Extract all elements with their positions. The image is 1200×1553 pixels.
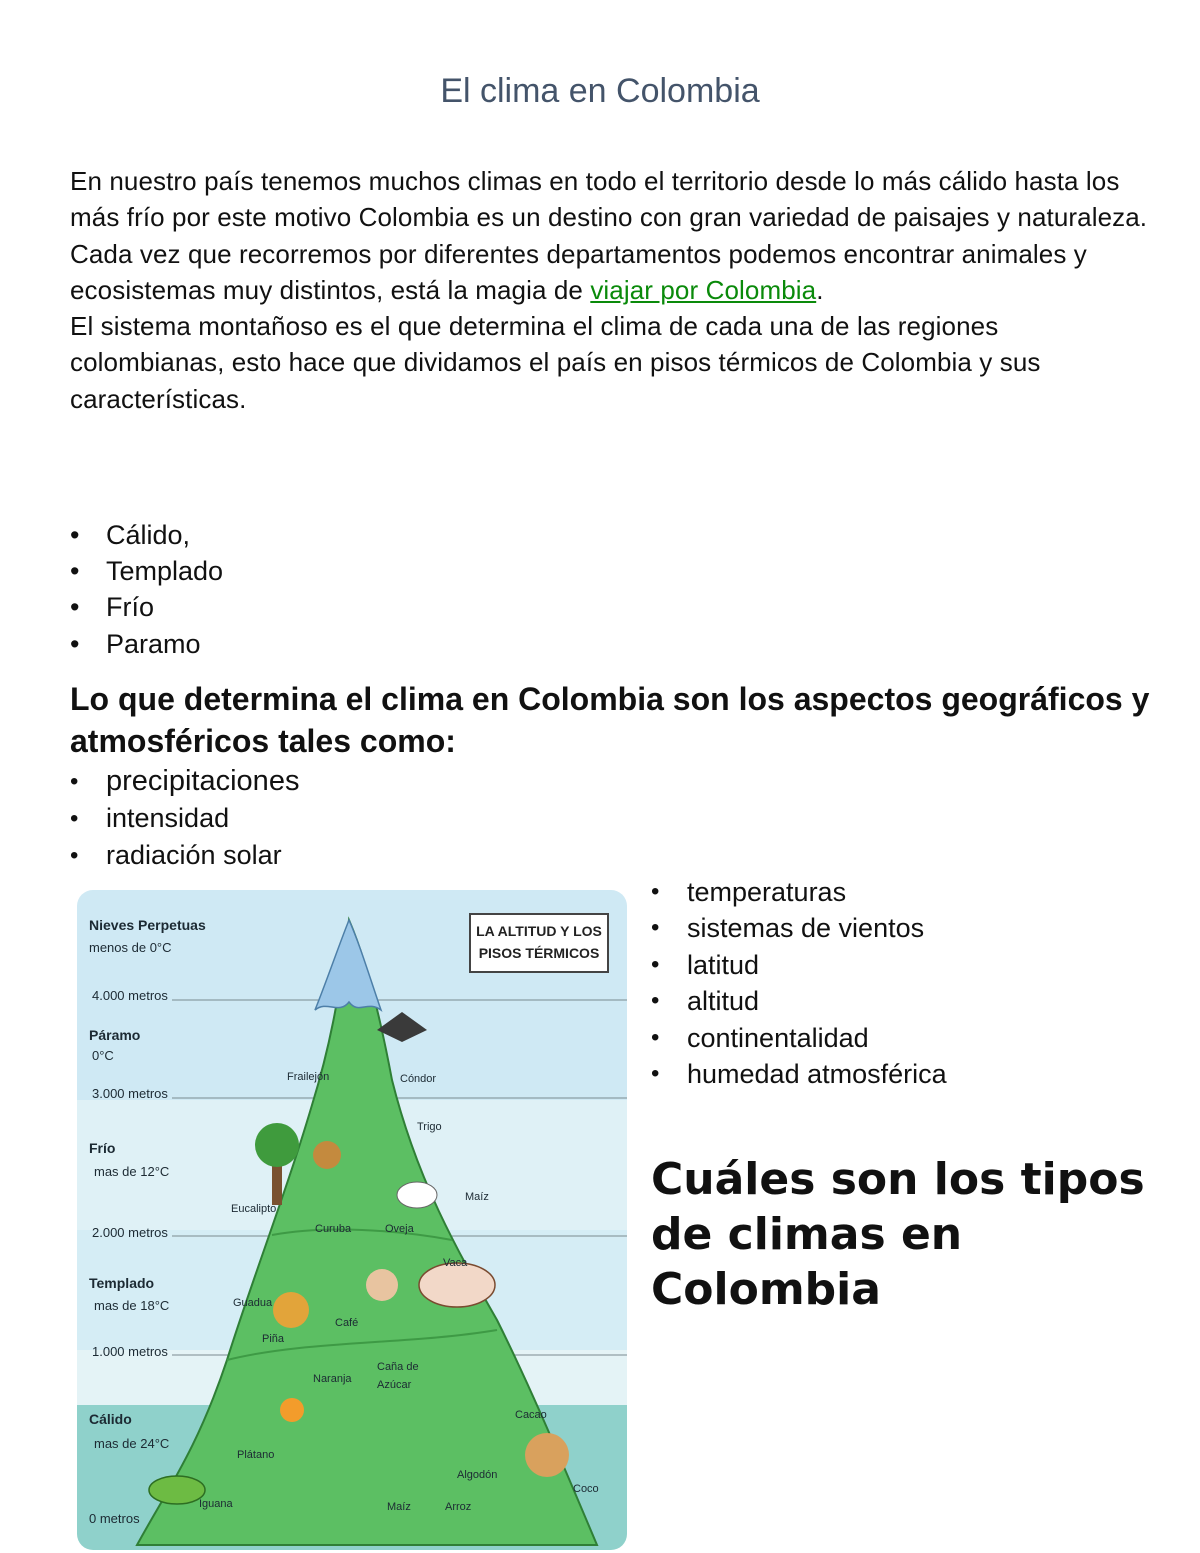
- species-label: Caña de: [377, 1361, 419, 1373]
- list-item: • latitud: [651, 947, 947, 983]
- zone-temp-paramo: 0°C: [92, 1048, 114, 1063]
- species-label: Guadua: [233, 1297, 273, 1309]
- species-label: Maíz: [465, 1191, 489, 1203]
- zone-name-nieves: Nieves Perpetuas: [89, 917, 206, 933]
- zone-temp-templado: mas de 18°C: [94, 1298, 170, 1313]
- list-item: • Templado: [70, 553, 223, 589]
- species-label: Frailejón: [287, 1071, 330, 1083]
- zone-temp-calido: mas de 24°C: [94, 1436, 170, 1451]
- zone-name-paramo: Páramo: [89, 1027, 141, 1043]
- altitude-label-1000: 1.000 metros: [92, 1344, 168, 1359]
- species-label: Cacao: [515, 1409, 547, 1421]
- list-item: • temperaturas: [651, 874, 947, 910]
- species-label: Plátano: [237, 1449, 275, 1461]
- viajar-por-colombia-link[interactable]: viajar por Colombia: [590, 274, 817, 305]
- list-item: • humedad atmosférica: [651, 1056, 947, 1092]
- species-label: Coco: [573, 1483, 599, 1495]
- altitude-label-0: 0 metros: [89, 1511, 140, 1526]
- pineapple-icon: [273, 1292, 309, 1328]
- farmer-icon: [366, 1269, 398, 1301]
- species-label: Oveja: [385, 1223, 414, 1235]
- cow-icon: [419, 1263, 495, 1307]
- factors-list-right: [651, 874, 947, 1092]
- list-item: • precipitaciones: [70, 763, 299, 800]
- mountain-illustration: [77, 890, 627, 1550]
- factors-list-left: [70, 763, 299, 874]
- species-label: Maíz: [387, 1501, 411, 1513]
- species-label: Algodón: [457, 1469, 498, 1481]
- species-label: Azúcar: [377, 1379, 412, 1391]
- intro-text: [70, 163, 1150, 417]
- altitude-label-2000: 2.000 metros: [92, 1225, 168, 1240]
- zone-name-calido: Cálido: [89, 1411, 132, 1427]
- intro-paragraph-2-text: Cada vez que recorremos por diferentes departamentos podemos encontrar animales y ecosistemas muy distintos, está la magia de: [70, 238, 1087, 305]
- zone-temp-frio: mas de 12°C: [94, 1164, 170, 1179]
- thermal-floors-list: [70, 517, 223, 662]
- intro-paragraph-3: El sistema montañoso es el que determina el clima de cada una de las regiones colombianas, esto hace que dividamos el país en pisos térmicos de Colombia y sus características.: [70, 311, 1041, 414]
- iguana-icon: [149, 1476, 205, 1504]
- list-item: • continentalidad: [651, 1020, 947, 1056]
- altitude-label-4000: 4.000 metros: [92, 988, 168, 1003]
- page-title: El clima en Colombia: [440, 72, 760, 110]
- species-label: Eucalipto: [231, 1203, 277, 1215]
- list-item: • intensidad: [70, 800, 299, 837]
- species-label: Arroz: [445, 1501, 472, 1513]
- orange-icon: [280, 1398, 304, 1422]
- species-label: Trigo: [417, 1121, 442, 1133]
- species-label: Vaca: [443, 1257, 468, 1269]
- potato-icon: [313, 1141, 341, 1169]
- eucalyptus-tree-icon: [255, 1123, 299, 1167]
- species-label: Curuba: [315, 1223, 352, 1235]
- intro-paragraph-2-end: .: [816, 274, 824, 305]
- list-item: • Cálido,: [70, 517, 223, 553]
- list-item: • Frío: [70, 589, 223, 625]
- list-item: • Paramo: [70, 626, 223, 662]
- species-label: Café: [335, 1317, 359, 1329]
- species-label: Cóndor: [400, 1073, 437, 1085]
- title-box-line-2: PISOS TÉRMICOS: [478, 945, 600, 961]
- list-item: • altitud: [651, 983, 947, 1019]
- species-label: Naranja: [313, 1373, 352, 1385]
- altitude-thermal-floors-figure: [77, 890, 627, 1550]
- title-box-line-1: LA ALTITUD Y LOS: [476, 923, 602, 939]
- list-item: • sistemas de vientos: [651, 910, 947, 946]
- sheep-icon: [397, 1182, 437, 1208]
- list-item: • radiación solar: [70, 837, 299, 874]
- zone-name-templado: Templado: [89, 1275, 155, 1291]
- species-label: Piña: [262, 1333, 285, 1345]
- climate-types-heading: Cuáles son los tipos de climas en Colombia: [651, 1154, 1145, 1315]
- altitude-label-3000: 3.000 metros: [92, 1086, 168, 1101]
- zone-temp-nieves: menos de 0°C: [89, 940, 172, 955]
- intro-paragraph-1: En nuestro país tenemos muchos climas en todo el territorio desde lo más cálido hasta los más frío por este motivo Colombia es un destino con gran variedad de paisajes y naturaleza.: [70, 166, 1148, 233]
- species-label: Iguana: [199, 1498, 233, 1510]
- zone-name-frio: Frío: [89, 1140, 116, 1156]
- intro-paragraph-2: [70, 236, 1150, 309]
- factors-heading: Lo que determina el clima en Colombia son los aspectos geográficos y atmosféricos tales como:: [70, 681, 1150, 759]
- coconut-icon: [525, 1433, 569, 1477]
